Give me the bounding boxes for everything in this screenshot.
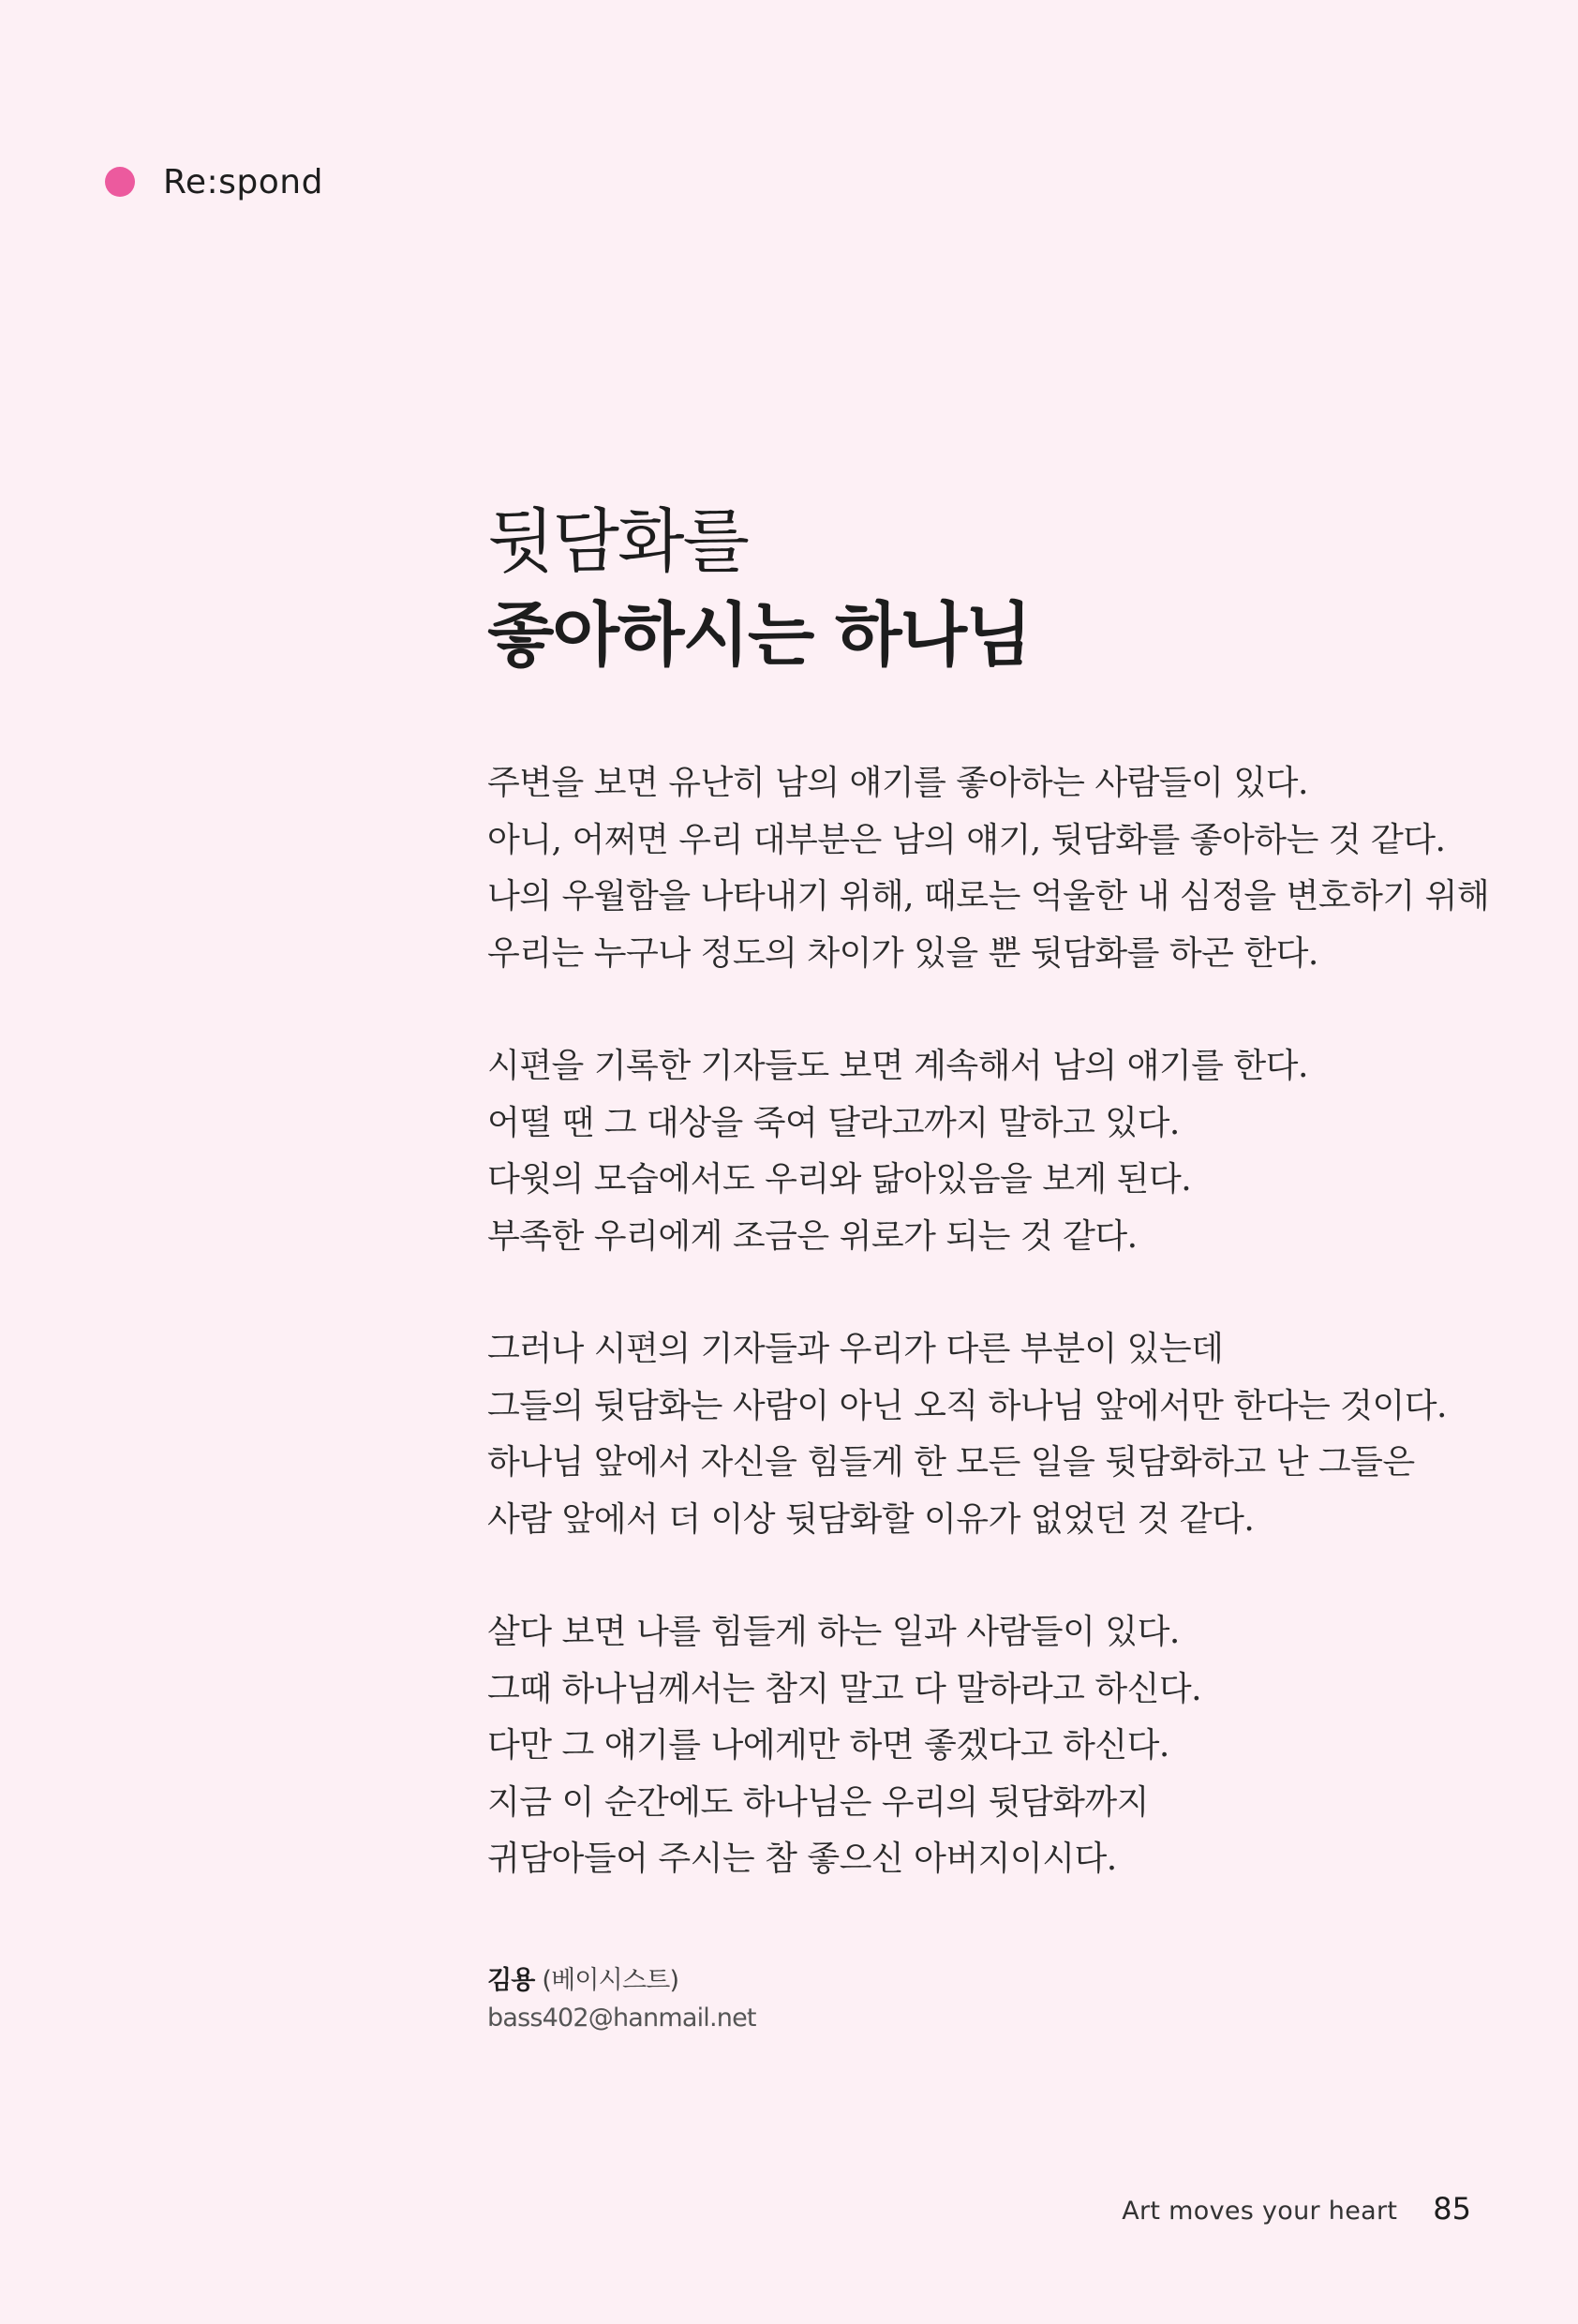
author-byline (487, 1962, 756, 2037)
section-dot-icon (105, 167, 135, 197)
body-line: 시편을 기록한 기자들도 보면 계속해서 남의 얘기를 한다. (487, 1047, 1308, 1085)
body-line: 지금 이 순간에도 하나님은 우리의 뒷담화까지 (487, 1782, 1149, 1822)
body-line: 다만 그 얘기를 나에게만 하면 좋겠다고 하신다. (487, 1726, 1169, 1765)
article-title (487, 495, 1424, 682)
body-line: 하나님 앞에서 자신을 힘들게 한 모든 일을 뒷담화하고 난 그들은 (487, 1443, 1415, 1482)
body-line: 부족한 우리에게 조금은 위로가 되는 것 같다. (487, 1216, 1138, 1256)
author-email: bass402@hanmail.net (487, 2004, 756, 2033)
paragraph (487, 1038, 1481, 1265)
body-line: 귀담아들어 주시는 참 좋으신 아버지이시다. (487, 1840, 1117, 1878)
body-line: 주변을 보면 유난히 남의 얘기를 좋아하는 사람들이 있다. (487, 764, 1308, 802)
author-name: 김용 (487, 1966, 535, 1995)
footer-tagline: Art moves your heart (1122, 2197, 1398, 2226)
body-line: 나의 우월함을 나타내기 위해, 때로는 억울한 내 심정을 변호하기 위해 (487, 877, 1490, 916)
body-line: 그때 하나님께서는 참지 말고 다 말하라고 하신다. (487, 1669, 1202, 1708)
author-role: (베이시스트) (542, 1966, 679, 1995)
title-line-2: 좋아하시는 하나님 (487, 595, 1031, 676)
body-line: 그러나 시편의 기자들과 우리가 다른 부분이 있는데 (487, 1330, 1224, 1368)
section-tag (105, 157, 323, 206)
paragraph (487, 1321, 1481, 1548)
body-line: 그들의 뒷담화는 사람이 아닌 오직 하나님 앞에서만 한다는 것이다. (487, 1386, 1447, 1425)
paragraph (487, 1604, 1481, 1888)
article-body (487, 755, 1490, 1944)
page-footer (1122, 2191, 1471, 2227)
body-line: 살다 보면 나를 힘들게 하는 일과 사람들이 있다. (487, 1613, 1180, 1651)
body-line: 아니, 어쩌면 우리 대부분은 남의 얘기, 뒷담화를 좋아하는 것 같다. (487, 820, 1446, 859)
section-label: Re:spond (163, 162, 323, 201)
body-line: 우리는 누구나 정도의 차이가 있을 뿐 뒷담화를 하곤 한다. (487, 933, 1318, 973)
title-line-1: 뒷담화를 (487, 501, 748, 582)
body-line: 사람 앞에서 더 이상 뒷담화할 이유가 없었던 것 같다. (487, 1499, 1255, 1539)
paragraph (487, 755, 1490, 982)
body-line: 다윗의 모습에서도 우리와 닮아있음을 보게 된다. (487, 1160, 1192, 1199)
body-line: 어떨 땐 그 대상을 죽여 달라고까지 말하고 있다. (487, 1103, 1180, 1142)
page-number: 85 (1433, 2191, 1471, 2227)
